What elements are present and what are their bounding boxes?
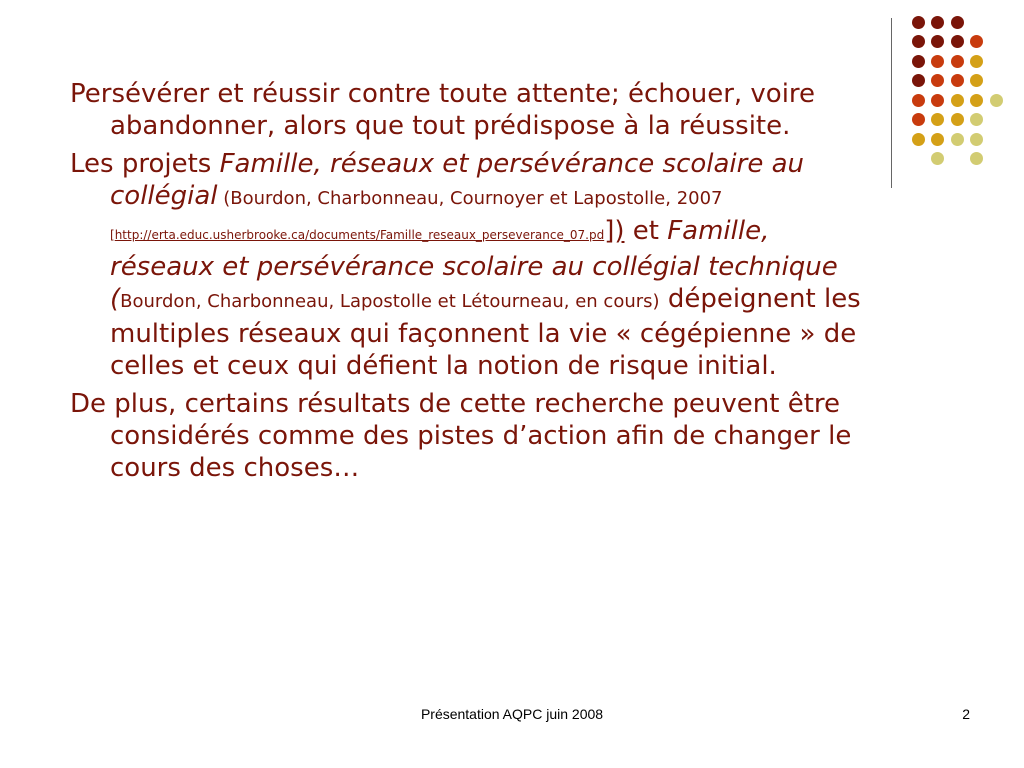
slide-body bbox=[70, 78, 870, 490]
decorative-dot bbox=[970, 74, 983, 87]
decorative-dot bbox=[970, 133, 983, 146]
decorative-dot bbox=[931, 133, 944, 146]
decorative-dot bbox=[931, 16, 944, 29]
project-title-1: Famille, réseaux et persévérance scolaire au collégial bbox=[110, 149, 805, 211]
document-url-link[interactable]: http://erta.educ.usherbrooke.ca/documents/Famille_reseaux_perseverance_07.pd bbox=[114, 228, 605, 242]
paragraph-3 bbox=[70, 388, 870, 484]
vertical-divider-line bbox=[891, 18, 892, 188]
decorative-dot bbox=[951, 16, 964, 29]
reference-1: (Bourdon, Charbonneau, Cournoyer et Lapostolle, 2007 bbox=[217, 188, 723, 209]
paragraph-2-intro: Les projets bbox=[70, 149, 220, 179]
decorative-dot bbox=[931, 94, 944, 107]
paragraph-2-rest: dépeignent les multiples réseaux qui façonnent la vie « cégépienne » de celles et ceux qui défient la notion de risque initial. bbox=[110, 284, 861, 381]
decorative-dot bbox=[931, 113, 944, 126]
page-number: 2 bbox=[962, 706, 970, 722]
paragraph-1 bbox=[70, 78, 870, 142]
decorative-dot bbox=[912, 35, 925, 48]
paragraph-3-text: De plus, certains résultats de cette recherche peuvent être considérés comme des pistes d’action afin de changer le cours des choses… bbox=[70, 389, 852, 483]
decorative-dot bbox=[970, 35, 983, 48]
decorative-dot bbox=[912, 133, 925, 146]
conjunction-et: et bbox=[624, 216, 668, 246]
paragraph-1-text: Persévérer et réussir contre toute attente; échouer, voire abandonner, alors que tout prédispose à la réussite. bbox=[70, 79, 816, 141]
paren-open: ( bbox=[110, 284, 121, 314]
decorative-dot bbox=[951, 133, 964, 146]
decorative-dot bbox=[951, 55, 964, 68]
paragraph-2 bbox=[70, 148, 870, 382]
url-bracket-close: ]) bbox=[604, 216, 625, 246]
decorative-dot bbox=[970, 55, 983, 68]
decorative-dot bbox=[951, 35, 964, 48]
decorative-dot bbox=[970, 113, 983, 126]
project-title-2: Famille, réseaux et persévérance scolaire au collégial technique bbox=[110, 216, 838, 282]
reference-2: Bourdon, Charbonneau, Lapostolle et Létourneau, en cours) bbox=[120, 291, 660, 312]
decorative-dot bbox=[912, 74, 925, 87]
decorative-dot bbox=[951, 74, 964, 87]
decorative-dot bbox=[912, 55, 925, 68]
decorative-dot bbox=[931, 55, 944, 68]
footer-title: Présentation AQPC juin 2008 bbox=[420, 706, 604, 722]
decorative-dot bbox=[912, 94, 925, 107]
decorative-dot bbox=[912, 113, 925, 126]
decorative-dot bbox=[931, 35, 944, 48]
decorative-dot bbox=[951, 113, 964, 126]
decorative-dot bbox=[970, 152, 983, 165]
decorative-dot bbox=[951, 94, 964, 107]
url-bracket-open: [ bbox=[110, 228, 115, 242]
decorative-dot bbox=[912, 16, 925, 29]
decorative-dot bbox=[931, 74, 944, 87]
decorative-dot bbox=[990, 94, 1003, 107]
decorative-dot bbox=[931, 152, 944, 165]
decorative-dot bbox=[970, 94, 983, 107]
